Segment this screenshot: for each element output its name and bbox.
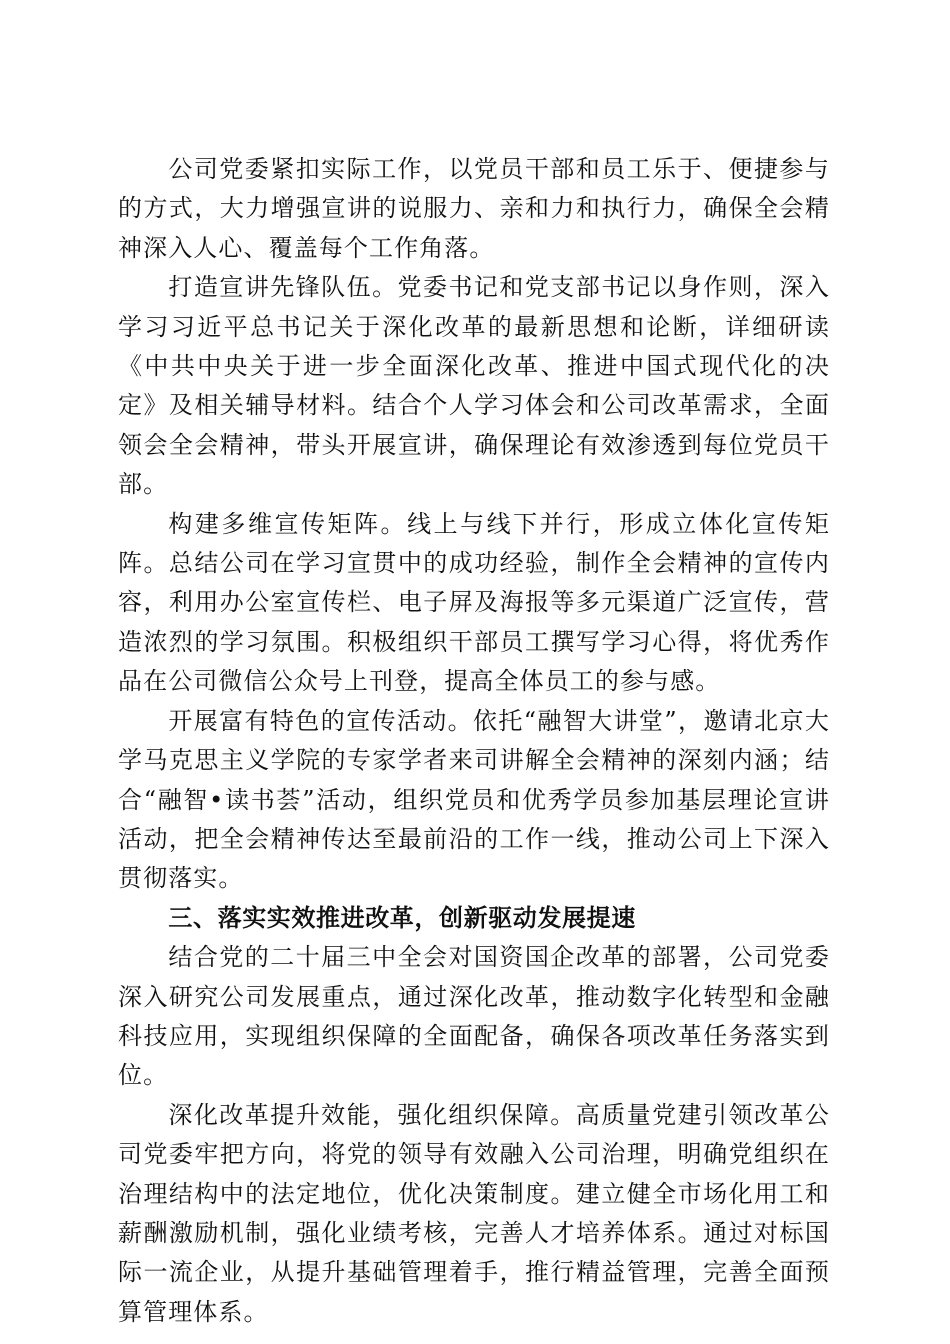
paragraph-featured-activities: 开展富有特色的宣传活动。依托“融智大讲堂”，邀请北京大学马克思主义学院的专家学者来司讲解全会精神的深刻内涵；结合“融智•读书荟”活动，组织党员和优秀学员参加基层理论宣讲活动，把全会精神传达至最前沿的工作一线，推动公司上下深入贯彻落实。 (118, 706, 830, 893)
section-heading-three: 三、落实实效推进改革，创新驱动发展提速 (168, 903, 636, 932)
paragraph-propaganda-team: 打造宣讲先锋队伍。党委书记和党支部书记以身作则，深入学习习近平总书记关于深化改革的最新思想和论断，详细研读《中共中央关于进一步全面深化改革、推进中国式现代化的决定》及相关辅导材料。结合个人学习体会和公司改革需求，全面领会全会精神，带头开展宣讲，确保理论有效渗透到每位党员干部。 (118, 273, 830, 499)
paragraph-intro: 公司党委紧扣实际工作，以党员干部和员工乐于、便捷参与的方式，大力增强宣讲的说服力、亲和力和执行力，确保全会精神深入人心、覆盖每个工作角落。 (118, 155, 830, 262)
paragraph-deepen-reform: 深化改革提升效能，强化组织保障。高质量党建引领改革公司党委牢把方向，将党的领导有效融入公司治理，明确党组织在治理结构中的法定地位，优化决策制度。建立健全市场化用工和薪酬激励机制，强化业绩考核，完善人才培养体系。通过对标国际一流企业，从提升基础管理着手，推行精益管理，完善全面预算管理体系。 (118, 1100, 830, 1326)
document-page (118, 150, 830, 1332)
paragraph-publicity-matrix: 构建多维宣传矩阵。线上与线下并行，形成立体化宣传矩阵。总结公司在学习宣贯中的成功经验，制作全会精神的宣传内容，利用办公室宣传栏、电子屏及海报等多元渠道广泛宣传，营造浓烈的学习氛围。积极组织干部员工撰写学习心得，将优秀作品在公司微信公众号上刊登，提高全体员工的参与感。 (118, 509, 830, 696)
paragraph-reform-overview: 结合党的二十届三中全会对国资国企改革的部署，公司党委深入研究公司发展重点，通过深化改革，推动数字化转型和金融科技应用，实现组织保障的全面配备，确保各项改革任务落实到位。 (118, 943, 830, 1090)
